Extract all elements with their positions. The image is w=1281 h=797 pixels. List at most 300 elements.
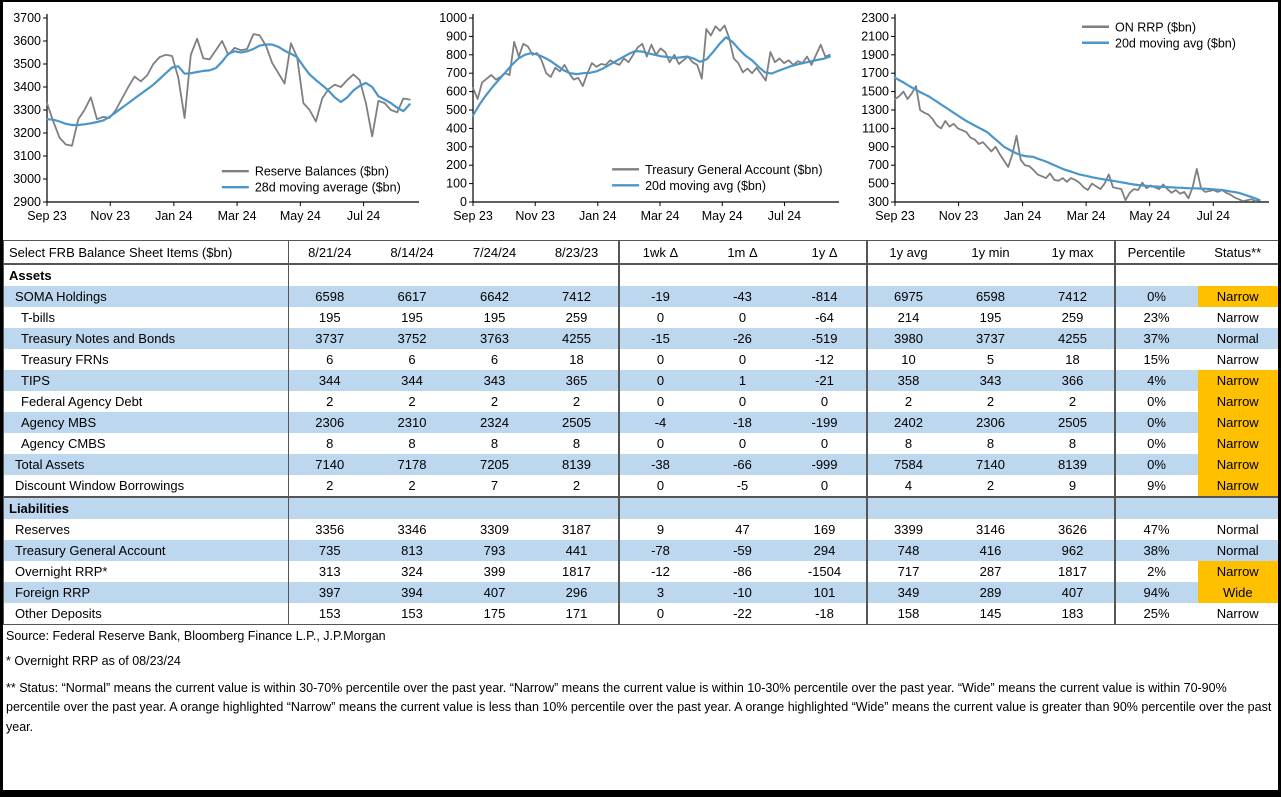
y-tick-label: 1100 <box>862 121 889 136</box>
header-cell: Select FRB Balance Sheet Items ($bn) <box>4 241 289 265</box>
value-cell: 2 <box>572 394 581 409</box>
series-line-blue <box>473 37 830 115</box>
value-cell: 287 <box>979 564 1002 579</box>
value-cell: 18 <box>1065 352 1080 367</box>
value-cell <box>867 264 950 286</box>
header-cell: 1m Δ <box>702 241 784 265</box>
y-tick-label: 0 <box>460 195 467 209</box>
value-cell: 214 <box>867 307 950 328</box>
status-cell: Narrow <box>1198 412 1279 433</box>
value-cell: 3752 <box>371 328 454 349</box>
value-cell: -4 <box>619 412 702 433</box>
row-label: T-bills <box>21 310 55 325</box>
value-cell <box>702 264 784 286</box>
header-cell: 7/24/24 <box>454 241 536 265</box>
x-tick-label: Mar 24 <box>640 209 680 223</box>
value-cell: 8 <box>289 433 371 454</box>
value-cell: -5 <box>702 475 784 497</box>
legend-label: Reserve Balances ($bn) <box>254 164 389 179</box>
status-cell: Narrow <box>1198 454 1279 475</box>
x-tick-label: Jul 24 <box>1196 209 1230 223</box>
y-tick-label: 100 <box>446 176 467 191</box>
x-tick-label: Nov 23 <box>515 209 556 223</box>
table-section-row <box>4 497 1279 519</box>
series-line-gray <box>473 25 830 99</box>
x-tick-label: Jan 24 <box>579 209 617 223</box>
on-rrp-chart-svg <box>851 2 1281 238</box>
row-label: Overnight RRP* <box>15 564 108 579</box>
on-rrp-chart <box>851 2 1281 243</box>
value-cell: 7205 <box>454 454 536 475</box>
value-cell: 3356 <box>289 519 371 540</box>
value-cell: 183 <box>1061 606 1084 621</box>
row-label: TIPS <box>4 370 289 391</box>
value-cell: -26 <box>702 328 784 349</box>
table-row <box>4 454 1279 475</box>
value-cell: 259 <box>565 310 588 325</box>
value-cell <box>289 264 371 286</box>
value-cell: 7178 <box>371 454 454 475</box>
legend-label: Treasury General Account ($bn) <box>645 162 823 177</box>
value-cell: 47 <box>735 522 750 537</box>
x-tick-label: Jul 24 <box>346 209 381 223</box>
value-cell: 324 <box>401 564 423 579</box>
header-cell: 8/23/23 <box>536 241 619 265</box>
value-cell: 3737 <box>289 328 371 349</box>
value-cell: 416 <box>950 540 1032 561</box>
y-tick-label: 3600 <box>13 34 41 48</box>
value-cell: 3 <box>619 582 702 603</box>
value-cell: 175 <box>483 606 506 621</box>
value-cell: -66 <box>702 454 784 475</box>
value-cell: 344 <box>371 370 454 391</box>
table-row <box>4 286 1279 307</box>
value-cell: 7 <box>454 475 536 497</box>
value-cell: 962 <box>1032 540 1115 561</box>
header-cell: 1y max <box>1032 241 1115 265</box>
value-cell: 6975 <box>867 286 950 307</box>
value-cell: -18 <box>702 412 784 433</box>
value-cell: 0 <box>820 436 829 451</box>
value-cell: 0 <box>619 475 702 497</box>
value-cell: 6598 <box>950 286 1032 307</box>
row-label: Total Assets <box>4 454 289 475</box>
y-tick-label: 200 <box>446 158 467 173</box>
value-cell: 6617 <box>371 286 454 307</box>
value-cell: 37% <box>1115 328 1198 349</box>
x-tick-label: Mar 24 <box>1066 209 1106 223</box>
value-cell: 10 <box>867 349 950 370</box>
treasury-general-account-chart <box>431 2 851 243</box>
value-cell: 2 <box>536 475 619 497</box>
header-cell: 1y avg <box>867 241 950 265</box>
value-cell: 25% <box>1115 603 1198 625</box>
y-tick-label: 2300 <box>861 11 889 25</box>
value-cell: 7584 <box>867 454 950 475</box>
value-cell: 2 <box>371 475 454 497</box>
x-tick-label: May 24 <box>279 209 321 223</box>
value-cell: 9 <box>619 519 702 540</box>
y-tick-label: 3100 <box>13 149 41 163</box>
row-label: SOMA Holdings <box>4 286 289 307</box>
legend-label: 20d moving avg ($bn) <box>645 178 766 193</box>
value-cell <box>454 264 536 286</box>
value-cell: 153 <box>289 603 371 625</box>
value-cell: 793 <box>454 540 536 561</box>
value-cell: 343 <box>950 370 1032 391</box>
value-cell: 2 <box>867 391 950 412</box>
value-cell <box>1115 264 1198 286</box>
y-tick-label: 1500 <box>861 84 889 99</box>
y-tick-label: 2100 <box>861 29 889 44</box>
y-tick-label: 700 <box>868 158 889 173</box>
value-cell: 47% <box>1115 519 1198 540</box>
x-tick-label: Sep 23 <box>453 209 493 223</box>
value-cell: 8 <box>986 436 995 451</box>
value-cell: 6 <box>289 349 371 370</box>
value-cell: 145 <box>979 606 1002 621</box>
status-cell: Narrow <box>1216 606 1259 621</box>
legend-label: ON RRP ($bn) <box>1115 20 1197 35</box>
legend-label: 20d moving avg ($bn) <box>1115 36 1236 51</box>
value-cell <box>371 497 454 519</box>
value-cell: -43 <box>702 286 784 307</box>
value-cell: 195 <box>401 310 423 325</box>
value-cell: 8 <box>572 436 581 451</box>
value-cell <box>371 264 454 286</box>
value-cell: 195 <box>979 310 1002 325</box>
header-cell: 1y min <box>950 241 1032 265</box>
value-cell: 365 <box>536 370 619 391</box>
value-cell: 9 <box>1032 475 1115 497</box>
header-cell: Status** <box>1198 241 1279 265</box>
value-cell: 0 <box>619 370 702 391</box>
value-cell: 8 <box>490 436 499 451</box>
status-cell: Narrow <box>1198 433 1279 454</box>
value-cell <box>867 497 950 519</box>
value-cell <box>289 497 371 519</box>
value-cell: 3980 <box>867 328 950 349</box>
value-cell: 344 <box>289 370 371 391</box>
value-cell: 289 <box>950 582 1032 603</box>
value-cell: 38% <box>1115 540 1198 561</box>
value-cell: -22 <box>733 606 752 621</box>
header-cell: 8/21/24 <box>289 241 371 265</box>
value-cell: 313 <box>289 561 371 582</box>
table-row <box>4 582 1279 603</box>
value-cell: 0 <box>738 394 747 409</box>
value-cell: 6 <box>490 352 499 367</box>
x-tick-label: Sep 23 <box>875 209 915 223</box>
value-cell: 2306 <box>289 412 371 433</box>
value-cell: 6598 <box>289 286 371 307</box>
value-cell: 407 <box>454 582 536 603</box>
value-cell <box>454 497 536 519</box>
value-cell: 101 <box>784 582 867 603</box>
y-tick-label: 3300 <box>13 103 41 117</box>
value-cell: 3146 <box>976 522 1005 537</box>
value-cell: 0 <box>619 433 702 454</box>
value-cell: 441 <box>536 540 619 561</box>
x-tick-label: Mar 24 <box>217 209 257 223</box>
row-label: Assets <box>9 268 52 283</box>
x-tick-label: Sep 23 <box>27 209 67 223</box>
value-cell: 294 <box>784 540 867 561</box>
table-row <box>4 370 1279 391</box>
value-cell: 2 <box>950 475 1032 497</box>
value-cell: 3626 <box>1058 522 1087 537</box>
value-cell: 7412 <box>1032 286 1115 307</box>
value-cell: 2402 <box>867 412 950 433</box>
value-cell: 3763 <box>454 328 536 349</box>
value-cell: 8139 <box>536 454 619 475</box>
y-tick-label: 800 <box>446 47 467 62</box>
status-cell <box>1198 264 1279 286</box>
value-cell: 2505 <box>536 412 619 433</box>
value-cell <box>619 264 702 286</box>
value-cell: 3399 <box>867 519 950 540</box>
row-label: Treasury FRNs <box>21 352 109 367</box>
value-cell <box>784 264 867 286</box>
footnotes <box>3 629 1278 737</box>
status-cell <box>1198 497 1279 519</box>
source-line: Source: Federal Reserve Bank, Bloomberg Finance L.P., J.P.Morgan <box>6 629 386 643</box>
value-cell: 735 <box>289 540 371 561</box>
value-cell: -12 <box>815 352 834 367</box>
value-cell: -21 <box>784 370 867 391</box>
y-tick-label: 3400 <box>13 80 41 94</box>
value-cell: 2 <box>289 391 371 412</box>
value-cell: 153 <box>401 606 423 621</box>
value-cell: 397 <box>289 582 371 603</box>
status-cell: Narrow <box>1198 286 1279 307</box>
value-cell: 2 <box>289 475 371 497</box>
value-cell: 3737 <box>950 328 1032 349</box>
x-tick-label: May 24 <box>1129 209 1171 223</box>
value-cell: 0 <box>784 475 867 497</box>
value-cell: 6 <box>408 352 416 367</box>
value-cell: 358 <box>867 370 950 391</box>
value-cell: -12 <box>619 561 702 582</box>
header-cell: 1wk Δ <box>619 241 702 265</box>
value-cell: 0% <box>1115 433 1198 454</box>
value-cell: 3346 <box>397 522 427 537</box>
table-row <box>4 540 1279 561</box>
value-cell: 2 <box>490 394 499 409</box>
value-cell: 407 <box>1032 582 1115 603</box>
value-cell: 2 <box>408 394 416 409</box>
balance-sheet-table <box>3 240 1279 625</box>
table-header-row <box>4 241 1279 265</box>
value-cell: 18 <box>569 352 584 367</box>
status-cell: Narrow <box>1198 561 1279 582</box>
value-cell: 2% <box>1115 561 1198 582</box>
value-cell: 171 <box>565 606 588 621</box>
value-cell: -1504 <box>807 564 842 579</box>
value-cell <box>950 497 1032 519</box>
y-tick-label: 3200 <box>13 126 41 140</box>
value-cell: 2306 <box>950 412 1032 433</box>
table-section-row <box>4 264 1279 286</box>
value-cell <box>950 264 1032 286</box>
value-cell: 7412 <box>536 286 619 307</box>
y-tick-label: 3500 <box>13 57 41 71</box>
value-cell: -199 <box>784 412 867 433</box>
value-cell: -519 <box>784 328 867 349</box>
table-row <box>4 328 1279 349</box>
value-cell: -19 <box>619 286 702 307</box>
x-tick-label: May 24 <box>701 209 743 223</box>
status-cell: Normal <box>1198 328 1279 349</box>
rrp-footnote: * Overnight RRP as of 08/23/24 <box>6 654 181 668</box>
value-cell: 0 <box>619 391 702 412</box>
status-cell: Normal <box>1216 522 1259 537</box>
legend-label: 28d moving average ($bn) <box>254 180 401 195</box>
value-cell: 4% <box>1115 370 1198 391</box>
value-cell: 717 <box>867 561 950 582</box>
value-cell: -814 <box>784 286 867 307</box>
value-cell: 94% <box>1115 582 1198 603</box>
status-cell: Wide <box>1198 582 1279 603</box>
value-cell: 296 <box>536 582 619 603</box>
table-row <box>4 475 1279 497</box>
value-cell: 349 <box>867 582 950 603</box>
value-cell: 1 <box>702 370 784 391</box>
value-cell: 259 <box>1061 310 1084 325</box>
value-cell: -999 <box>784 454 867 475</box>
value-cell: 4 <box>867 475 950 497</box>
row-label: Liabilities <box>4 497 289 519</box>
value-cell: 7140 <box>289 454 371 475</box>
value-cell <box>702 497 784 519</box>
table-row <box>4 519 1279 540</box>
value-cell <box>619 497 702 519</box>
value-cell: 0 <box>619 603 702 625</box>
value-cell: 1817 <box>562 564 591 579</box>
value-cell: 5 <box>986 352 995 367</box>
value-cell: 3187 <box>562 522 591 537</box>
value-cell: 0 <box>619 349 702 370</box>
value-cell: 3309 <box>480 522 509 537</box>
x-tick-label: Nov 23 <box>938 209 979 223</box>
row-label: Foreign RRP <box>4 582 289 603</box>
value-cell: 0 <box>619 307 702 328</box>
value-cell: 9% <box>1115 475 1198 497</box>
value-cell <box>536 497 619 519</box>
row-label: Treasury Notes and Bonds <box>4 328 289 349</box>
row-label: Reserves <box>15 522 70 537</box>
value-cell: 2310 <box>371 412 454 433</box>
status-cell: Narrow <box>1216 310 1259 325</box>
value-cell: 0% <box>1115 286 1198 307</box>
y-tick-label: 1300 <box>861 103 889 117</box>
y-tick-label: 900 <box>868 139 889 154</box>
row-label: Discount Window Borrowings <box>4 475 289 497</box>
table-row <box>4 412 1279 433</box>
value-cell: 4255 <box>1032 328 1115 349</box>
table-row <box>4 391 1279 412</box>
value-cell: 0% <box>1115 391 1198 412</box>
series-line-blue <box>47 45 410 126</box>
charts-row <box>3 2 1278 240</box>
value-cell: 399 <box>483 564 506 579</box>
y-tick-label: 500 <box>868 176 889 191</box>
value-cell <box>1032 497 1115 519</box>
value-cell: 394 <box>371 582 454 603</box>
value-cell: 2 <box>986 394 995 409</box>
value-cell: 169 <box>813 522 836 537</box>
value-cell: -78 <box>619 540 702 561</box>
value-cell: 8139 <box>1032 454 1115 475</box>
x-tick-label: Nov 23 <box>90 209 131 223</box>
y-tick-label: 3000 <box>13 172 41 186</box>
value-cell: -59 <box>702 540 784 561</box>
table-row <box>4 561 1279 582</box>
y-tick-label: 400 <box>446 121 467 136</box>
status-cell: Normal <box>1198 540 1279 561</box>
value-cell: 0 <box>738 310 747 325</box>
status-footnote: ** Status: “Normal” means the current value is within 30-70% percentile over the past year. “Narrow” means the current value is within 10-30% percentile over the past year. “Wide” means the current value is within 70-90% percentile over the past year. A orange highlighted “Narrow” means the current value is less than 10% percentile over the past year. A orange highlighted “Wide” means the current value is greater than 90% percentile over the past year. <box>6 681 1272 734</box>
status-cell: Narrow <box>1198 391 1279 412</box>
y-tick-label: 3700 <box>13 11 41 25</box>
value-cell: 8 <box>408 436 416 451</box>
table-row <box>4 307 1279 328</box>
row-label: Treasury General Account <box>4 540 289 561</box>
value-cell: 7140 <box>950 454 1032 475</box>
value-cell: -15 <box>619 328 702 349</box>
status-cell: Narrow <box>1198 475 1279 497</box>
value-cell: 343 <box>454 370 536 391</box>
value-cell: -64 <box>815 310 834 325</box>
y-tick-label: 900 <box>446 29 467 44</box>
value-cell: 0% <box>1115 412 1198 433</box>
value-cell: 0% <box>1115 454 1198 475</box>
x-tick-label: Jan 24 <box>155 209 193 223</box>
value-cell: 8 <box>867 433 950 454</box>
value-cell: -18 <box>815 606 834 621</box>
value-cell: 1817 <box>1058 564 1087 579</box>
table-row <box>4 349 1279 370</box>
value-cell: -10 <box>702 582 784 603</box>
status-cell: Narrow <box>1216 352 1259 367</box>
y-tick-label: 700 <box>446 66 467 81</box>
header-cell: 1y Δ <box>784 241 867 265</box>
table-row <box>4 603 1279 625</box>
row-label: Agency CMBS <box>21 436 106 451</box>
row-label: Federal Agency Debt <box>21 394 143 409</box>
value-cell: 158 <box>867 603 950 625</box>
value-cell: -38 <box>619 454 702 475</box>
value-cell <box>784 497 867 519</box>
value-cell: -86 <box>733 564 752 579</box>
value-cell: 0 <box>820 394 829 409</box>
value-cell: 8 <box>1068 436 1077 451</box>
value-cell: 0 <box>738 436 747 451</box>
series-line-gray <box>895 86 1260 201</box>
value-cell: 15% <box>1115 349 1198 370</box>
value-cell: 6642 <box>454 286 536 307</box>
table-row <box>4 433 1279 454</box>
y-tick-label: 2900 <box>13 195 41 209</box>
value-cell: 2324 <box>454 412 536 433</box>
y-tick-label: 1700 <box>861 66 889 81</box>
value-cell: 0 <box>738 352 747 367</box>
value-cell: 2 <box>1068 394 1077 409</box>
value-cell: 2505 <box>1032 412 1115 433</box>
value-cell <box>536 264 619 286</box>
row-label: Agency MBS <box>4 412 289 433</box>
x-tick-label: Jan 24 <box>1003 209 1042 223</box>
